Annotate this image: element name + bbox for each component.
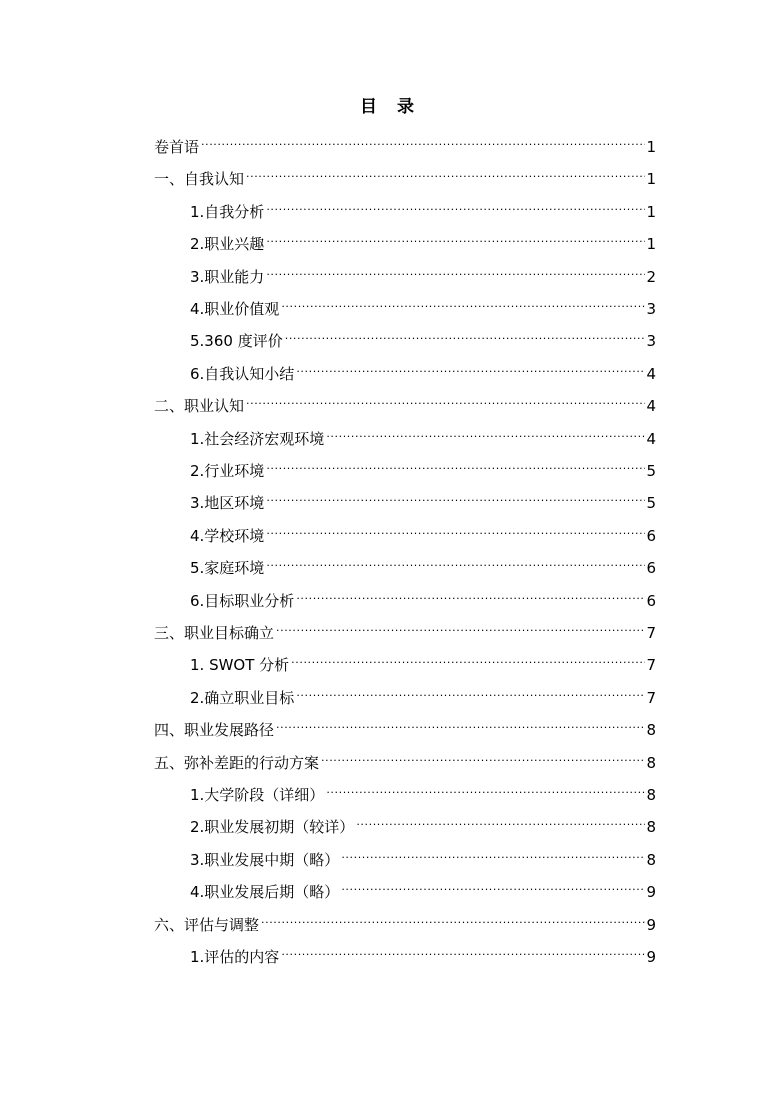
toc-entry-title: 4.职业发展后期（略） [190, 883, 340, 902]
toc-entry-title: 3.职业发展中期（略） [190, 850, 340, 869]
toc-entry-title: 2.行业环境 [190, 462, 265, 480]
toc-entry-title: 卷首语 [154, 138, 200, 156]
toc-entry[interactable] [154, 898, 656, 934]
toc-entry-title: 5.360 度评价 [190, 332, 283, 351]
toc-entry[interactable] [190, 185, 656, 221]
dot-leader [266, 185, 645, 217]
toc-entry-title: 3.职业能力 [190, 267, 265, 286]
toc-entry[interactable] [190, 541, 656, 578]
toc-entry[interactable] [154, 703, 656, 740]
toc-entry-title: 二、职业认知 [154, 397, 245, 416]
toc-entry-page-number: 4 [646, 429, 656, 448]
toc-title [0, 92, 774, 117]
toc-entry[interactable] [154, 379, 656, 416]
toc-entry-page-number: 1 [646, 170, 656, 189]
dot-leader [266, 444, 645, 476]
toc-entry[interactable] [190, 444, 656, 480]
dot-leader [281, 930, 645, 962]
toc-entry[interactable] [190, 314, 656, 351]
toc-entry-page-number: 2 [646, 267, 656, 286]
toc-entry[interactable] [190, 509, 656, 545]
toc-entry-title: 5.家庭环境 [190, 559, 265, 578]
toc-entry[interactable] [154, 120, 656, 156]
dot-leader [266, 541, 645, 573]
dot-leader [326, 768, 645, 800]
toc-entry-page-number: 5 [646, 462, 656, 480]
dot-leader [261, 898, 645, 930]
toc-entry-page-number: 5 [646, 494, 656, 513]
toc-entry-page-number: 3 [646, 332, 656, 351]
dot-leader [246, 379, 645, 411]
toc-entry-title: 五、弥补差距的行动方案 [154, 753, 320, 772]
toc-entry[interactable] [190, 800, 656, 837]
dot-leader [201, 120, 645, 152]
toc-entry[interactable] [190, 865, 656, 902]
toc-entry[interactable] [190, 574, 656, 610]
toc-entry-page-number: 8 [646, 721, 656, 740]
dot-leader [266, 250, 645, 282]
toc-entry-title: 3.地区环境 [190, 494, 265, 513]
dot-leader [266, 509, 645, 541]
toc-entry-page-number: 6 [646, 526, 656, 545]
dot-leader [246, 152, 645, 184]
toc-entry-page-number: 7 [646, 656, 656, 675]
toc-entry-page-number: 1 [646, 202, 656, 221]
dot-leader [296, 671, 645, 703]
toc-entry-page-number: 8 [646, 850, 656, 869]
toc-entry-page-number: 8 [646, 753, 656, 772]
toc-entry[interactable] [190, 476, 656, 513]
toc-entry-page-number: 6 [646, 591, 656, 610]
toc-entry[interactable] [190, 412, 656, 448]
toc-entry-title: 2.确立职业目标 [190, 688, 295, 707]
dot-leader [281, 282, 645, 314]
toc-entry[interactable] [190, 930, 656, 966]
toc-entry-title: 6.目标职业分析 [190, 591, 295, 610]
dot-leader [266, 476, 645, 508]
toc-entry[interactable] [190, 347, 656, 383]
toc-entry-page-number: 9 [646, 915, 656, 934]
dot-leader [276, 703, 645, 735]
dot-leader [285, 314, 645, 346]
dot-leader [291, 638, 645, 670]
toc-entry-title: 1.评估的内容 [190, 948, 280, 966]
toc-entry[interactable] [190, 833, 656, 869]
toc-entry-page-number: 9 [646, 948, 656, 966]
toc-entry[interactable] [154, 606, 656, 642]
toc-entry[interactable] [190, 768, 656, 804]
dot-leader [266, 217, 645, 249]
toc-entry[interactable] [190, 250, 656, 286]
dot-leader [321, 736, 645, 768]
toc-entry[interactable] [154, 736, 656, 772]
toc-entry-title: 2.职业兴趣 [190, 235, 265, 254]
toc-entry-page-number: 7 [646, 688, 656, 707]
dot-leader [341, 865, 645, 897]
dot-leader [326, 412, 645, 444]
toc-entry-title: 1.自我分析 [190, 202, 265, 221]
dot-leader [296, 347, 645, 379]
toc-entry-title: 1.大学阶段（详细） [190, 786, 325, 804]
toc-title-char-1: 目 [360, 97, 377, 117]
toc-entry-title: 4.学校环境 [190, 526, 265, 545]
toc-entry-title: 1. SWOT 分析 [190, 656, 290, 675]
toc-entry[interactable] [190, 282, 656, 318]
toc-entry-title: 4.职业价值观 [190, 300, 280, 318]
dot-leader [356, 800, 645, 832]
toc-entry-title: 2.职业发展初期（较详） [190, 818, 355, 837]
toc-entry-page-number: 9 [646, 883, 656, 902]
toc-entry-page-number: 8 [646, 818, 656, 837]
toc-entry-title: 四、职业发展路径 [154, 721, 275, 740]
toc-entry-title: 一、自我认知 [154, 170, 245, 189]
toc-entry-page-number: 1 [646, 235, 656, 254]
toc-entry-page-number: 8 [646, 786, 656, 804]
toc-entry[interactable] [190, 217, 656, 254]
toc-title-char-2: 录 [397, 97, 414, 117]
toc-entry[interactable] [154, 152, 656, 189]
toc-entry[interactable] [190, 638, 656, 675]
toc-entry[interactable] [190, 671, 656, 707]
toc-entry-page-number: 4 [646, 397, 656, 416]
toc-entry-title: 1.社会经济宏观环境 [190, 429, 325, 448]
dot-leader [276, 606, 645, 638]
toc-entry-page-number: 4 [646, 364, 656, 383]
toc-entry-page-number: 6 [646, 559, 656, 578]
toc-entry-title: 六、评估与调整 [154, 915, 260, 934]
toc-entry-page-number: 1 [646, 138, 656, 156]
toc-entry-title: 6.自我认知小结 [190, 364, 295, 383]
dot-leader [296, 574, 645, 606]
toc-entry-page-number: 3 [646, 300, 656, 318]
dot-leader [341, 833, 645, 865]
toc-entry-page-number: 7 [646, 624, 656, 642]
toc-entry-title: 三、职业目标确立 [154, 624, 275, 642]
